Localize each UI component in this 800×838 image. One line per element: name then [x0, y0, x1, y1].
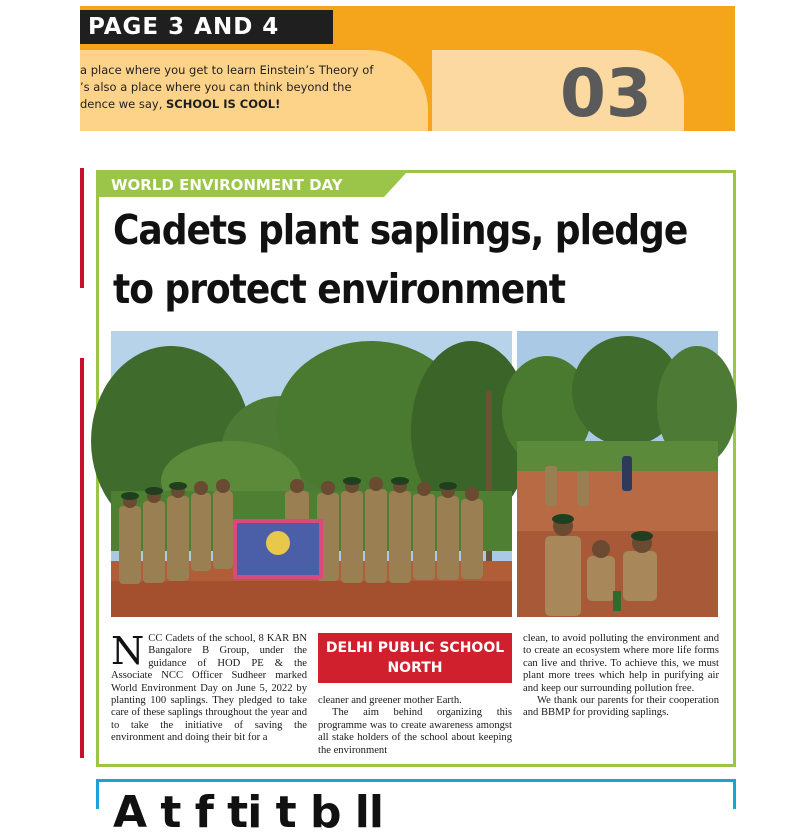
planting-photo-image: [517, 331, 718, 617]
left-edge-accent: [80, 358, 84, 758]
planting-photo: [517, 331, 718, 617]
headline-line-2: to protect environment: [113, 265, 566, 313]
next-article-headline: A t f ti t b ll: [113, 787, 383, 838]
dropcap: N: [111, 629, 145, 673]
article-column-1: [111, 629, 307, 745]
page-label: PAGE 3 AND 4: [80, 10, 333, 44]
group-photo: [111, 331, 512, 617]
article-headline: [113, 201, 688, 319]
group-photo-image: [111, 331, 512, 617]
column-2-paragraph-2: The aim behind organizing this programme was to create awareness amongst all stake holders of the school about keeping the environment: [318, 707, 512, 756]
intro-slogan: SCHOOL IS COOL!: [166, 97, 281, 111]
headline-line-1: Cadets plant saplings, pledge: [113, 206, 688, 254]
school-name-line-1: DELHI PUBLIC SCHOOL: [325, 640, 505, 656]
intro-line-3: [80, 96, 425, 113]
left-edge-accent: [80, 168, 84, 288]
intro-line-1: a place where you get to learn Einstein’s Theory of: [80, 63, 374, 77]
column-3-paragraph-1: clean, to avoid polluting the environment and to create an ecosystem where more life forms can live and thrive. To achieve this, we must plant more trees which help in purifying air and keep our surrounding pollution free.: [523, 633, 719, 694]
column-1-text: CC Cadets of the school, 8 KAR BN Bangalore B Group, under the guidance of HOD PE & the Associate NCC Officer Sudheer marked World Environment Day on June 5, 2022 by planting 100 saplings. They pledged to take care of these saplings throughout the year and to take the initiative of saving the environment and doing their bit for a: [111, 633, 307, 744]
next-article-box: [96, 779, 736, 838]
column-2-paragraph-1: cleaner and greener mother Earth.: [318, 695, 462, 706]
article-column-3: [523, 633, 719, 720]
column-3-paragraph-2: We thank our parents for their cooperation and BBMP for providing saplings.: [523, 695, 719, 719]
page-header-banner: [80, 6, 735, 131]
school-name-line-2: NORTH: [387, 660, 443, 676]
intro-line-2: ’s also a place where you can think beyond the: [80, 80, 352, 94]
school-name-badge: [318, 633, 512, 683]
intro-text: [80, 62, 425, 113]
section-tag: WORLD ENVIRONMENT DAY: [99, 173, 384, 197]
intro-line-3-text: dence we say,: [80, 97, 167, 111]
article-column-2: [318, 695, 512, 757]
page-number: 03: [560, 55, 652, 132]
